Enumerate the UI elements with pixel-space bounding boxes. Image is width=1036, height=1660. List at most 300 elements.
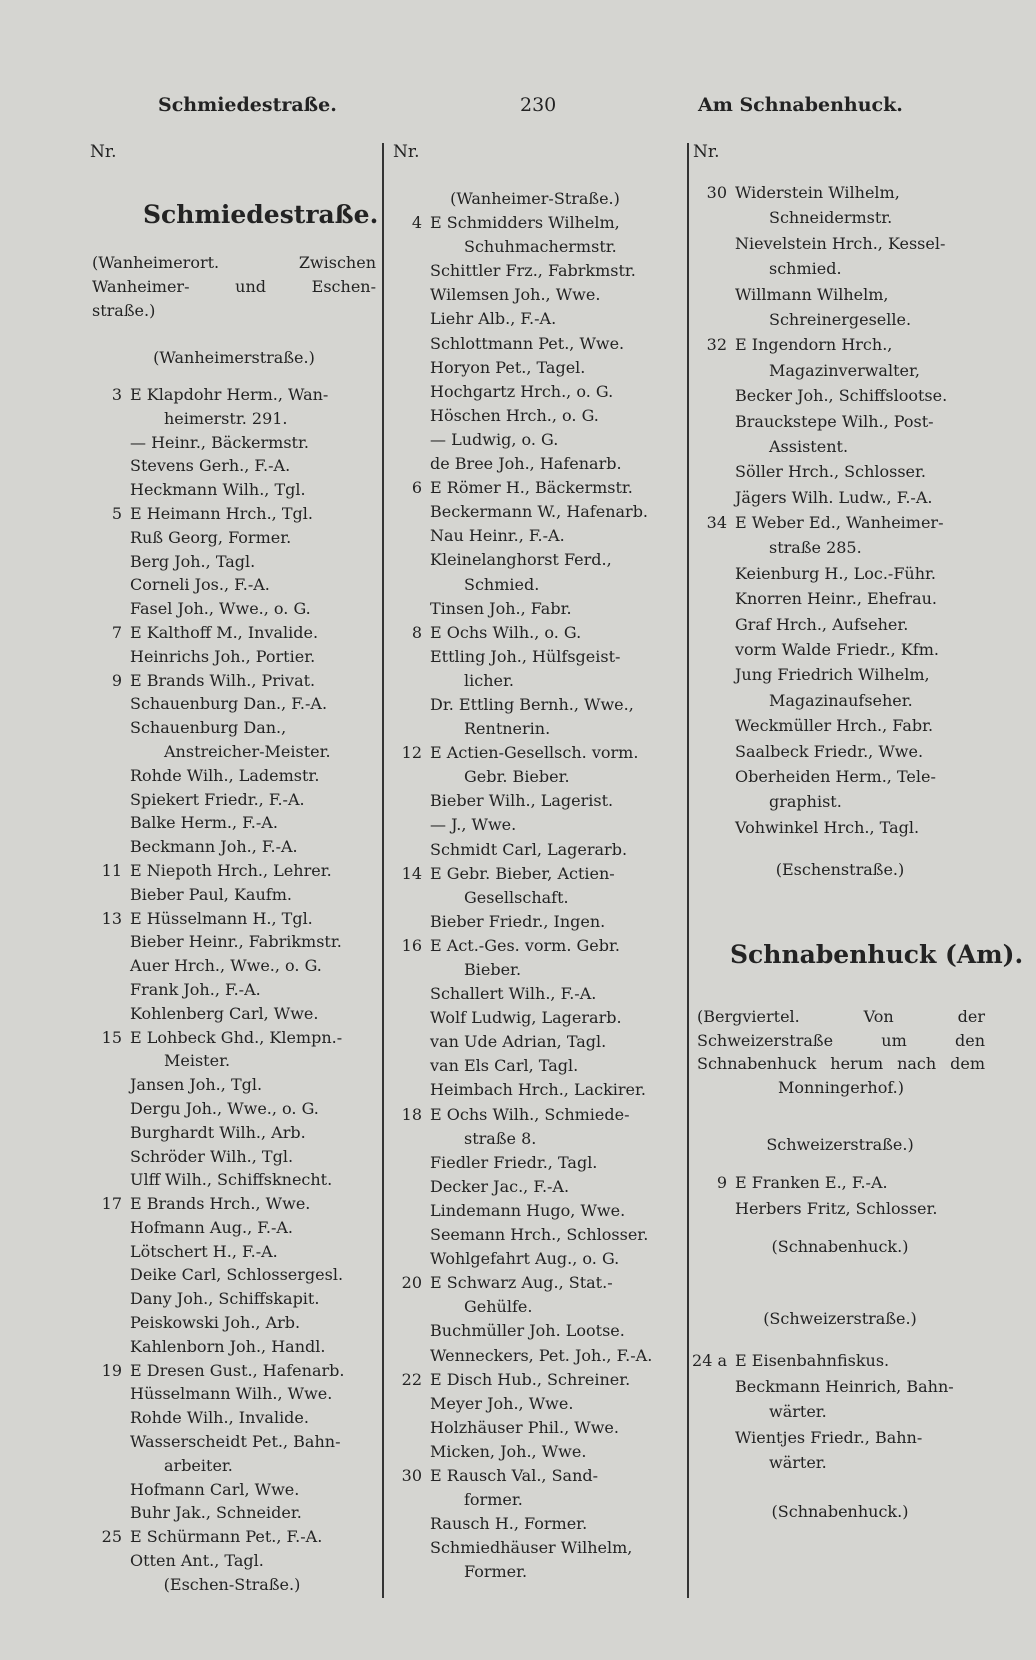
directory-entry <box>130 716 382 740</box>
entry-continuation <box>130 1049 382 1073</box>
directory-entry <box>735 459 990 484</box>
cross-street-label <box>385 187 685 211</box>
entry-text: Bieber Paul, Kaufm. <box>130 884 292 904</box>
directory-entry <box>430 307 685 331</box>
entry-text: Höschen Hrch., o. G. <box>430 405 599 425</box>
directory-entry <box>716 1170 990 1196</box>
directory-entry <box>130 978 382 1002</box>
cross-street-label: Schweizerstraße.) <box>766 1135 914 1154</box>
directory-entry <box>430 1151 685 1175</box>
cross-street-label: (Wanheimerstraße.) <box>153 348 315 367</box>
entry-continuation <box>430 1488 685 1512</box>
entry-text: Gesellschaft. <box>464 887 569 907</box>
directory-entry <box>706 510 990 535</box>
entry-continuation <box>430 886 685 910</box>
directory-entry <box>430 597 685 621</box>
directory-entry <box>130 811 382 835</box>
entry-continuation <box>735 205 990 230</box>
entry-continuation <box>130 740 382 764</box>
entry-continuation <box>430 669 685 693</box>
entry-text: Schallert Wilh., F.-A. <box>430 984 597 1004</box>
entry-text: — Heinr., Bäckermstr. <box>130 432 309 452</box>
directory-entry <box>130 835 382 859</box>
entry-text: Auer Hrch., Wwe., o. G. <box>130 956 322 976</box>
house-number: 12 <box>401 743 422 763</box>
directory-entry <box>430 838 685 862</box>
directory-entry <box>101 1192 382 1216</box>
directory-entry <box>430 1006 685 1030</box>
entries-left <box>82 383 382 1597</box>
directory-entry <box>735 485 990 510</box>
entry-text: Dr. Ettling Bernh., Wwe., <box>430 694 634 714</box>
entry-continuation <box>130 407 382 431</box>
entry-text: Magazinverwalter, <box>769 360 920 380</box>
entry-text: Hofmann Aug., F.-A. <box>130 1217 294 1237</box>
directory-entry <box>130 431 382 455</box>
directory-entry <box>430 910 685 934</box>
entry-text: E Brands Hrch., Wwe. <box>130 1194 311 1214</box>
entry-text: E Schwarz Aug., Stat.- <box>430 1273 613 1293</box>
entry-text: (Eschen-Straße.) <box>163 1574 301 1594</box>
entry-text: Nievelstein Hrch., Kessel- <box>735 233 946 253</box>
directory-entry <box>401 1464 685 1488</box>
entry-text: E Schmidders Wilhelm, <box>430 213 620 233</box>
directory-entry <box>706 332 990 357</box>
entry-text: Vohwinkel Hrch., Tagl. <box>735 817 920 837</box>
page-number: 230 <box>520 94 557 116</box>
entry-continuation <box>735 688 990 713</box>
entry-continuation <box>735 434 990 459</box>
entry-text: Fasel Joh., Wwe., o. G. <box>130 599 311 619</box>
entry-continuation <box>735 256 990 281</box>
entry-text: van Els Carl, Tagl. <box>430 1056 579 1076</box>
entry-text: Schmiedhäuser Wilhelm, <box>430 1538 633 1558</box>
entry-text: E Disch Hub., Schreiner. <box>430 1369 631 1389</box>
entry-text: Spiekert Friedr., F.-A. <box>130 789 305 809</box>
entry-text: Buhr Jak., Schneider. <box>130 1503 302 1523</box>
directory-entry <box>111 621 382 645</box>
entry-text: E Schürmann Pet., F.-A. <box>130 1527 323 1547</box>
entry-text: Micken, Joh., Wwe. <box>430 1441 587 1461</box>
house-number: 9 <box>111 670 122 690</box>
entry-text: Bieber. <box>464 960 522 979</box>
house-number: 5 <box>111 503 122 523</box>
street-intro-right <box>697 1007 985 1102</box>
entry-text: Peiskowski Joh., Arb. <box>130 1313 301 1333</box>
directory-entry <box>430 452 685 476</box>
directory-entry <box>411 211 685 235</box>
entry-text: Meyer Joh., Wwe. <box>430 1393 574 1413</box>
house-number: 11 <box>101 860 122 880</box>
entry-text: Frank Joh., F.-A. <box>130 979 261 999</box>
entry-text: E Act.-Ges. vorm. Gebr. <box>430 935 620 955</box>
house-number: 9 <box>716 1173 727 1192</box>
directory-entry <box>130 597 382 621</box>
entry-continuation <box>735 535 990 560</box>
directory-entry <box>130 1382 382 1406</box>
directory-entry <box>101 1026 382 1050</box>
entry-text: Dany Joh., Schiffskapit. <box>130 1289 320 1309</box>
directory-entry <box>101 907 382 931</box>
directory-entry <box>130 692 382 716</box>
house-number: 16 <box>401 935 422 955</box>
entry-text: Decker Jac., F.-A. <box>430 1176 570 1196</box>
directory-entry <box>401 1103 685 1127</box>
directory-entry <box>130 1073 382 1097</box>
entry-text: Rausch H., Former. <box>430 1514 588 1534</box>
cross-street-label: (Schnabenhuck.) <box>771 1502 909 1521</box>
house-number: 3 <box>111 385 122 404</box>
house-number: 6 <box>411 478 422 498</box>
directory-entry <box>430 1175 685 1199</box>
entry-text: Deike Carl, Schlossergesl. <box>130 1265 344 1285</box>
house-number: 22 <box>401 1369 422 1389</box>
directory-entry <box>101 1359 382 1383</box>
entry-text: Weckmüller Hrch., Fabr. <box>735 716 934 736</box>
entry-continuation <box>735 1450 990 1476</box>
directory-entry <box>111 669 382 693</box>
directory-entry <box>130 1335 382 1359</box>
entry-text: licher. <box>464 670 514 690</box>
directory-entry <box>430 1319 685 1343</box>
directory-entry <box>130 1121 382 1145</box>
entry-text: Söller Hrch., Schlosser. <box>735 462 926 482</box>
entry-text: Schmied. <box>464 574 540 594</box>
directory-entry <box>130 573 382 597</box>
entry-text: Oberheiden Herm., Tele- <box>735 766 936 786</box>
entry-text: Hochgartz Hrch., o. G. <box>430 381 614 401</box>
directory-entry <box>430 1344 685 1368</box>
entry-text: Ettling Joh., Hülfsgeist- <box>430 646 621 666</box>
directory-entry <box>430 1392 685 1416</box>
entry-text: (Wanheimer-Straße.) <box>450 189 620 208</box>
directory-entry <box>430 645 685 669</box>
entry-text: Heimbach Hrch., Lackirer. <box>430 1080 646 1100</box>
nr-label-left: Nr. <box>90 142 117 162</box>
street-heading-schmiedestrasse: Schmiedestraße. <box>143 200 379 229</box>
entry-text: Hüsselmann Wilh., Wwe. <box>130 1384 333 1404</box>
directory-entry <box>430 259 685 283</box>
entry-text: Beckmann Heinrich, Bahn- <box>735 1376 954 1396</box>
entry-text: Bieber Friedr., Ingen. <box>430 911 606 931</box>
entry-text: Wohlgefahrt Aug., o. G. <box>430 1249 620 1269</box>
entry-text: Kahlenborn Joh., Handl. <box>130 1336 326 1356</box>
cross-street-label: (Schnabenhuck.) <box>771 1237 909 1256</box>
entry-text: vorm Walde Friedr., Kfm. <box>735 640 939 660</box>
entries-right-schnabenhuck <box>690 1170 990 1222</box>
directory-entry <box>130 1311 382 1335</box>
entry-text: Burghardt Wilh., Arb. <box>130 1122 306 1142</box>
directory-entry <box>735 662 990 687</box>
entry-text: Stevens Gerh., F.-A. <box>130 456 291 476</box>
entry-text: Otten Ant., Tagl. <box>130 1551 264 1571</box>
directory-entry <box>430 1247 685 1271</box>
entry-text: Dergu Joh., Wwe., o. G. <box>130 1098 319 1118</box>
directory-entry <box>401 1368 685 1392</box>
entry-continuation <box>430 1560 685 1584</box>
house-number: 13 <box>101 908 122 928</box>
entry-text: straße 8. <box>464 1128 537 1148</box>
entry-text: Beckmann Joh., F.-A. <box>130 837 298 857</box>
column-divider-right <box>687 143 689 1598</box>
entries-right <box>690 180 990 840</box>
directory-entry <box>430 1030 685 1054</box>
house-number: 14 <box>401 863 422 883</box>
directory-entry <box>430 1078 685 1102</box>
intro-line: (Wanheimerort. Zwischen <box>92 253 376 272</box>
entry-text: Tinsen Joh., Fabr. <box>430 598 572 618</box>
cross-street-label: (Eschenstraße.) <box>775 860 905 879</box>
entry-continuation <box>430 235 685 259</box>
directory-entry <box>430 1536 685 1560</box>
nr-label-right: Nr. <box>693 142 720 162</box>
intro-line: Schnabenhuck herum nach dem <box>697 1054 985 1074</box>
directory-entry <box>430 1440 685 1464</box>
directory-entry <box>101 1525 382 1549</box>
entry-text: Hofmann Carl, Wwe. <box>130 1479 300 1499</box>
directory-entry <box>411 476 685 500</box>
entry-text: E Lohbeck Ghd., Klempn.- <box>130 1027 343 1047</box>
entry-text: Berg Joh., Tagl. <box>130 551 256 571</box>
directory-entry <box>130 1145 382 1169</box>
entry-text: Schauenburg Dan., <box>130 718 287 738</box>
entry-text: Lindemann Hugo, Wwe. <box>430 1200 626 1220</box>
directory-entry <box>430 428 685 452</box>
directory-entry <box>430 1223 685 1247</box>
intro-line: straße.) <box>92 301 156 320</box>
entry-text: Schuhmachermstr. <box>464 237 617 257</box>
directory-entry <box>401 934 685 958</box>
entry-continuation <box>430 765 685 789</box>
entry-text: Schlottmann Pet., Wwe. <box>430 333 625 353</box>
directory-entry <box>735 815 990 840</box>
entry-text: Bieber Wilh., Lagerist. <box>430 791 614 811</box>
directory-entry <box>735 713 990 738</box>
house-number: 7 <box>111 622 122 642</box>
entry-text: E Heimann Hrch., Tgl. <box>130 503 313 523</box>
directory-entry <box>130 1406 382 1430</box>
entry-text: graphist. <box>769 792 842 812</box>
directory-entry <box>430 283 685 307</box>
entry-text: Heinrichs Joh., Portier. <box>130 646 316 666</box>
entry-text: schmied. <box>769 259 842 279</box>
entry-text: Wilemsen Joh., Wwe. <box>430 285 601 305</box>
directory-entry <box>735 764 990 789</box>
entry-text: Nau Heinr., F.-A. <box>430 526 565 546</box>
entries-middle <box>385 187 685 1584</box>
entry-continuation <box>735 358 990 383</box>
directory-entry <box>735 1425 990 1451</box>
entry-continuation <box>130 1454 382 1478</box>
entry-continuation <box>735 307 990 332</box>
directory-entry <box>130 1430 382 1454</box>
entry-text: Jung Friedrich Wilhelm, <box>735 665 930 685</box>
entry-continuation <box>430 958 685 982</box>
directory-entry <box>411 621 685 645</box>
house-number: 30 <box>401 1465 422 1485</box>
house-number: 30 <box>706 183 727 202</box>
entry-text: — J., Wwe. <box>430 815 517 835</box>
entry-text: Jansen Joh., Tgl. <box>130 1075 263 1095</box>
entry-text: Kohlenberg Carl, Wwe. <box>130 1003 319 1023</box>
entry-text: Assistent. <box>769 436 849 456</box>
entry-text: E Ochs Wilh., Schmiede- <box>430 1104 630 1124</box>
directory-entry <box>130 526 382 550</box>
directory-entry <box>130 764 382 788</box>
entry-text: Holzhäuser Phil., Wwe. <box>430 1417 619 1437</box>
entry-text: Rohde Wilh., Lademstr. <box>130 765 320 785</box>
entry-text: Herbers Fritz, Schlosser. <box>735 1199 938 1218</box>
directory-entry <box>130 1501 382 1525</box>
entry-text: Ulff Wilh., Schiffsknecht. <box>130 1170 333 1190</box>
entry-continuation <box>735 1399 990 1425</box>
directory-entry <box>130 1263 382 1287</box>
entry-text: arbeiter. <box>164 1455 233 1475</box>
entry-text: Schmidt Carl, Lagerarb. <box>430 839 628 859</box>
directory-entry <box>735 1196 990 1222</box>
entry-text: former. <box>464 1490 523 1510</box>
directory-entry <box>130 930 382 954</box>
directory-entry <box>101 859 382 883</box>
house-number: 17 <box>101 1194 122 1214</box>
entry-text: Corneli Jos., F.-A. <box>130 575 270 595</box>
house-number: 25 <box>101 1527 122 1547</box>
house-number: 34 <box>706 513 727 533</box>
directory-entry <box>401 862 685 886</box>
column-divider-left <box>382 143 384 1598</box>
entry-text: E Actien-Gesellsch. vorm. <box>430 743 639 763</box>
directory-entry <box>430 404 685 428</box>
entry-text: Ruß Georg, Former. <box>130 527 292 547</box>
entry-text: Rohde Wilh., Invalide. <box>130 1408 309 1428</box>
entry-text: van Ude Adrian, Tagl. <box>430 1032 607 1052</box>
entry-text: Schröder Wilh., Tgl. <box>130 1146 294 1166</box>
directory-entry <box>430 813 685 837</box>
entry-text: Becker Joh., Schiffslootse. <box>735 386 948 406</box>
entry-text: Bieber Heinr., Fabrikmstr. <box>130 932 342 952</box>
entry-text: — Ludwig, o. G. <box>430 429 559 449</box>
entry-text: Former. <box>464 1562 528 1582</box>
entry-text: E Ingendorn Hrch., <box>735 335 893 355</box>
directory-entry <box>735 231 990 256</box>
entry-text: Keienburg H., Loc.-Führ. <box>735 563 937 583</box>
entry-text: Horyon Pet., Tagel. <box>430 357 586 377</box>
entry-text: Balke Herm., F.-A. <box>130 813 278 833</box>
entry-text: Beckermann W., Hafenarb. <box>430 502 649 522</box>
entry-text: E Rausch Val., Sand- <box>430 1465 599 1485</box>
directory-entry <box>430 356 685 380</box>
directory-entry <box>735 739 990 764</box>
entry-text: E Dresen Gust., Hafenarb. <box>130 1360 345 1380</box>
entry-text: Knorren Heinr., Ehefrau. <box>735 589 937 609</box>
entry-text: Anstreicher-Meister. <box>164 741 331 761</box>
entry-text: Graf Hrch., Aufseher. <box>735 614 909 634</box>
directory-entry <box>706 180 990 205</box>
directory-entry <box>130 1240 382 1264</box>
entry-text: Buchmüller Joh. Lootse. <box>430 1321 625 1341</box>
entry-text: Gehülfe. <box>464 1297 533 1317</box>
street-intro-left <box>92 253 376 325</box>
entry-text: Gebr. Bieber. <box>464 767 570 787</box>
entry-text: straße 285. <box>769 538 862 558</box>
entry-text: Schneidermstr. <box>769 208 893 228</box>
entry-text: E Gebr. Bieber, Actien- <box>430 863 615 883</box>
entry-text: Wientjes Friedr., Bahn- <box>735 1427 923 1447</box>
directory-entry <box>692 1348 990 1374</box>
nr-label-middle: Nr. <box>393 142 420 162</box>
entry-text: Meister. <box>164 1051 231 1071</box>
entry-text: Wenneckers, Pet. Joh., F.-A. <box>430 1345 653 1365</box>
directory-entry <box>430 1416 685 1440</box>
entry-text: Wolf Ludwig, Lagerarb. <box>430 1008 622 1028</box>
directory-entry <box>735 282 990 307</box>
entry-text: E Ochs Wilh., o. G. <box>430 622 582 642</box>
entry-text: E Römer H., Bäckermstr. <box>430 478 633 498</box>
entry-continuation <box>735 789 990 814</box>
directory-entry <box>735 612 990 637</box>
directory-entry <box>430 524 685 548</box>
intro-line: Schweizerstraße um den <box>697 1030 985 1050</box>
directory-entry <box>430 982 685 1006</box>
entry-text: de Bree Joh., Hafenarb. <box>430 454 622 474</box>
directory-entry <box>130 1478 382 1502</box>
entry-continuation <box>430 1127 685 1151</box>
entry-text: Wasserscheidt Pet., Bahn- <box>130 1432 341 1452</box>
directory-entry <box>735 586 990 611</box>
cross-street-label: (Schweizerstraße.) <box>763 1309 917 1328</box>
directory-entry <box>735 409 990 434</box>
entry-text: E Brands Wilh., Privat. <box>130 670 316 690</box>
entry-text: Schauenburg Dan., F.-A. <box>130 694 328 714</box>
directory-entry <box>130 883 382 907</box>
entry-text: E Weber Ed., Wanheimer- <box>735 513 944 533</box>
entry-continuation <box>430 573 685 597</box>
entry-text: Magazinaufseher. <box>769 690 913 710</box>
house-number: 19 <box>101 1360 122 1380</box>
entry-text: Liehr Alb., F.-A. <box>430 309 557 329</box>
directory-entry <box>430 1512 685 1536</box>
house-number: 18 <box>401 1104 422 1124</box>
running-head-right: Am Schnabenhuck. <box>698 94 903 116</box>
directory-entry <box>130 550 382 574</box>
entry-text: E Niepoth Hrch., Lehrer. <box>130 860 332 880</box>
directory-entry <box>735 561 990 586</box>
directory-entry <box>130 478 382 502</box>
house-number: 8 <box>411 622 422 642</box>
entry-text: E Kalthoff M., Invalide. <box>130 622 319 642</box>
house-number: 15 <box>101 1027 122 1047</box>
directory-entry <box>430 548 685 572</box>
directory-entry <box>130 1549 382 1573</box>
entry-text: wärter. <box>769 1402 827 1421</box>
directory-entry <box>430 1199 685 1223</box>
directory-entry <box>430 1054 685 1078</box>
entry-text: Willmann Wilhelm, <box>735 284 889 304</box>
directory-entry <box>111 383 382 407</box>
directory-entry <box>401 1271 685 1295</box>
entry-continuation <box>430 717 685 741</box>
entry-text: Widerstein Wilhelm, <box>735 183 900 202</box>
entry-text: Kleinelanghorst Ferd., <box>430 550 612 570</box>
entry-text: Heckmann Wilh., Tgl. <box>130 480 306 500</box>
entry-text: Brauckstepe Wilh., Post- <box>735 411 934 431</box>
entry-text: E Eisenbahnfiskus. <box>735 1351 890 1370</box>
directory-entry <box>430 789 685 813</box>
directory-entry <box>130 788 382 812</box>
entry-text: heimerstr. 291. <box>164 408 288 428</box>
directory-entry <box>130 645 382 669</box>
directory-entry <box>735 1374 990 1400</box>
